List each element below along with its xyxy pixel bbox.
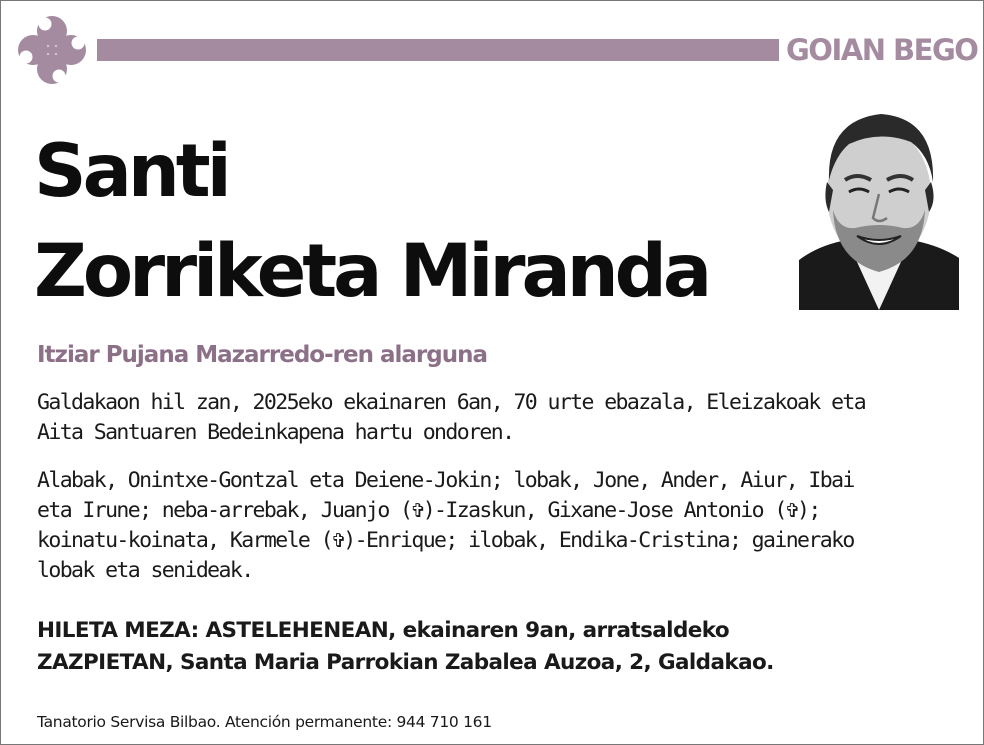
death-notice-paragraph bbox=[37, 388, 967, 448]
deceased-first-name: Santi bbox=[34, 129, 228, 214]
death-notice-line: Galdakaon hil zan, 2025eko ekainaren 6an, 70 urte ebazala, Eleizakoak eta bbox=[37, 390, 866, 415]
family-line: eta Irune; neba-arrebak, Juanjo (✞)-Izaskun, Gixane-Jose Antonio (✞); bbox=[37, 498, 820, 523]
family-line: koinatu-koinata, Karmele (✞)-Enrique; ilobak, Endika-Cristina; gainerako bbox=[37, 528, 854, 553]
family-line: lobak eta senideak. bbox=[37, 558, 253, 583]
spouse-line: Itziar Pujana Mazarredo-ren alarguna bbox=[37, 342, 487, 368]
footer-contact: Tanatorio Servisa Bilbao. Atención permanente: 944 710 161 bbox=[37, 713, 492, 731]
family-line: Alabak, Onintxe-Gontzal eta Deiene-Jokin; lobak, Jone, Ander, Aiur, Ibai bbox=[37, 468, 854, 493]
header-bar bbox=[97, 39, 779, 61]
funeral-line: ZAZPIETAN, Santa Maria Parrokian Zabalea Auzoa, 2, Galdakao. bbox=[37, 650, 774, 675]
lauburu-icon bbox=[13, 12, 91, 88]
funeral-paragraph bbox=[37, 615, 967, 679]
death-notice-line: Aita Santuaren Bedeinkapena hartu ondoren. bbox=[37, 420, 514, 445]
section-label: GOIAN BEGO bbox=[786, 33, 978, 67]
portrait-photo bbox=[799, 100, 959, 310]
funeral-line: HILETA MEZA: ASTELEHENEAN, ekainaren 9an, arratsaldeko bbox=[37, 618, 730, 643]
deceased-surnames: Zorriketa Miranda bbox=[34, 229, 709, 314]
family-paragraph bbox=[37, 466, 967, 586]
